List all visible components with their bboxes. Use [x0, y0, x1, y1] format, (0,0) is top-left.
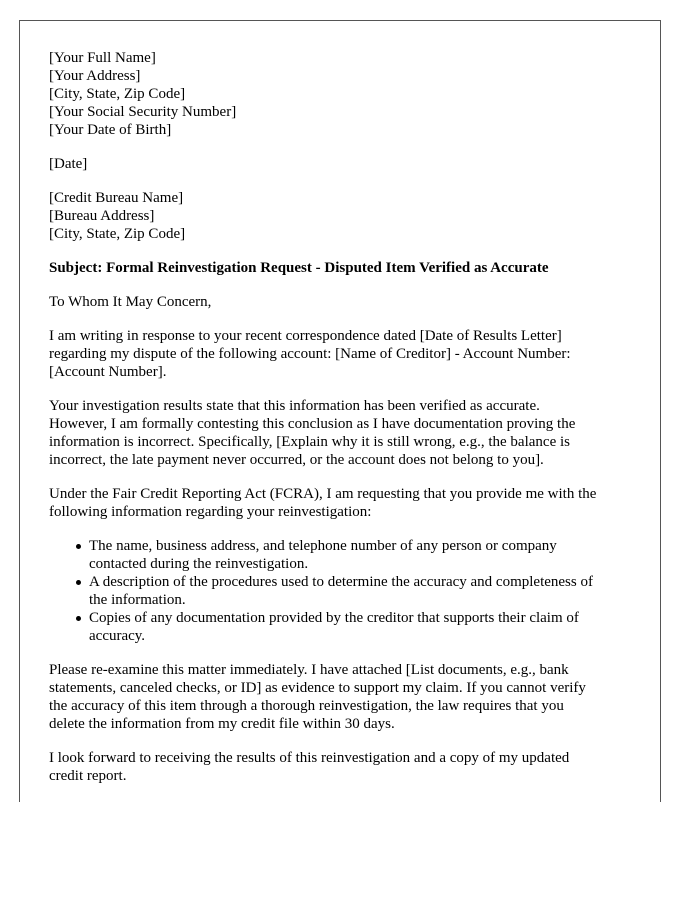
paragraph-line: However, I am formally contesting this conclusion as I have documentation proving the: [49, 416, 576, 432]
paragraph-line: incorrect, the late payment never occurred, or the account does not belong to you].: [49, 452, 544, 468]
paragraph-3: [49, 485, 649, 521]
list-item-line: Copies of any documentation provided by the creditor that supports their claim of: [89, 610, 579, 626]
sender-block: [49, 49, 649, 139]
paragraph-line: Your investigation results state that this information has been verified as accurate.: [49, 398, 540, 414]
paragraph-line: credit report.: [49, 768, 127, 784]
paragraph-1: [49, 327, 649, 381]
list-item: [89, 573, 649, 609]
paragraph-2: [49, 397, 649, 469]
recipient-block: [49, 189, 649, 243]
paragraph-line: regarding my dispute of the following account: [Name of Creditor] - Account Number:: [49, 346, 571, 362]
bullet-icon: [76, 580, 81, 585]
recipient-city-state-zip: [City, State, Zip Code]: [49, 226, 186, 242]
paragraph-line: Please re-examine this matter immediately. I have attached [List documents, e.g., bank: [49, 662, 569, 678]
letter-date: [Date]: [49, 156, 88, 172]
sender-address: [Your Address]: [49, 68, 141, 84]
list-item-line: contacted during the reinvestigation.: [89, 556, 309, 572]
list-item-line: accuracy.: [89, 628, 146, 644]
subject-line: Subject: Formal Reinvestigation Request - Disputed Item Verified as Accurate: [49, 260, 549, 276]
paragraph-line: delete the information from my credit file within 30 days.: [49, 716, 395, 732]
list-item-line: the information.: [89, 592, 186, 608]
salutation: To Whom It May Concern,: [49, 294, 212, 310]
paragraph-line: [Account Number].: [49, 364, 167, 380]
date-block: [49, 155, 649, 173]
recipient-bureau-name: [Credit Bureau Name]: [49, 190, 184, 206]
salutation-block: [49, 293, 649, 311]
sender-dob: [Your Date of Birth]: [49, 122, 172, 138]
paragraph-line: Under the Fair Credit Reporting Act (FCRA), I am requesting that you provide me with the: [49, 486, 597, 502]
paragraph-5: [49, 749, 649, 785]
request-list: [49, 537, 649, 645]
sender-full-name: [Your Full Name]: [49, 50, 156, 66]
paragraph-line: I am writing in response to your recent correspondence dated [Date of Results Letter]: [49, 328, 562, 344]
sender-ssn: [Your Social Security Number]: [49, 104, 237, 120]
paragraph-line: I look forward to receiving the results of this reinvestigation and a copy of my updated: [49, 750, 570, 766]
paragraph-line: the accuracy of this item through a thorough reinvestigation, the law requires that you: [49, 698, 564, 714]
paragraph-line: statements, canceled checks, or ID] as evidence to support my claim. If you cannot verify: [49, 680, 586, 696]
list-item-line: The name, business address, and telephone number of any person or company: [89, 538, 557, 554]
list-item-line: A description of the procedures used to determine the accuracy and completeness of: [89, 574, 593, 590]
list-item: [89, 537, 649, 573]
subject-block: [49, 259, 649, 277]
letter-body: [49, 49, 649, 801]
bullet-icon: [76, 544, 81, 549]
bullet-icon: [76, 616, 81, 621]
letter-page: [19, 20, 661, 802]
sender-city-state-zip: [City, State, Zip Code]: [49, 86, 186, 102]
paragraph-4: [49, 661, 649, 733]
list-item: [89, 609, 649, 645]
paragraph-line: following information regarding your reinvestigation:: [49, 504, 372, 520]
recipient-bureau-address: [Bureau Address]: [49, 208, 155, 224]
paragraph-line: information is incorrect. Specifically, [Explain why it is still wrong, e.g., the balance is: [49, 434, 570, 450]
